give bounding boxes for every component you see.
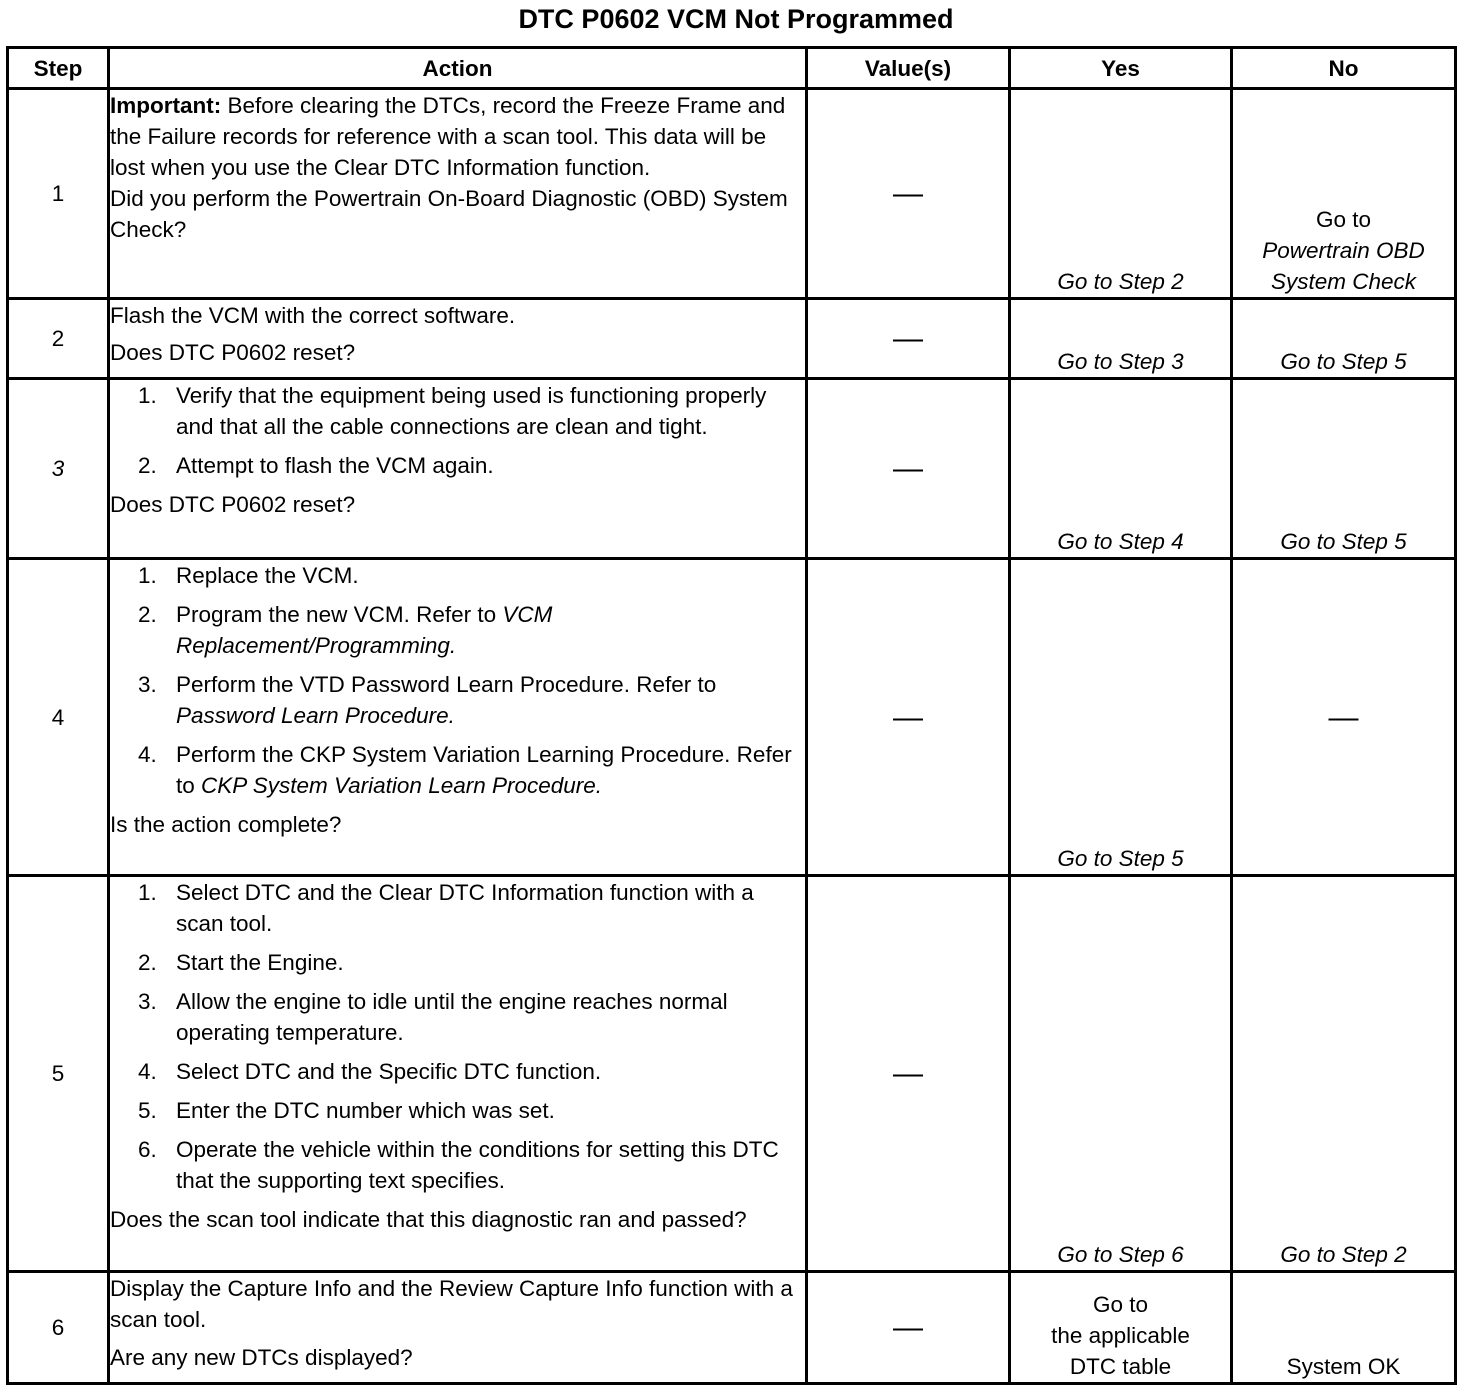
item-number: 4. (138, 1059, 157, 1084)
yes-cell[interactable] (1010, 1272, 1232, 1384)
item-text: Program the new VCM. Refer to (176, 602, 503, 627)
value-cell: — (807, 299, 1010, 379)
item-number: 3. (138, 672, 157, 697)
question: Are any new DTCs displayed? (110, 1345, 413, 1370)
action-cell (109, 1272, 807, 1384)
item-number: 6. (138, 1137, 157, 1162)
value-cell: — (807, 89, 1010, 299)
action-cell (109, 559, 807, 876)
header-action: Action (109, 48, 807, 89)
list-item (110, 599, 805, 661)
important-text: Before clearing the DTCs, record the Freeze Frame and the Failure records for reference with a scan tool. This data will be lost when you use the Clear DTC Information function. (110, 93, 786, 180)
step-number: 5 (8, 876, 109, 1272)
item-text: Verify that the equipment being used is functioning properly and that all the cable connections are clean and tight. (176, 383, 767, 439)
item-number: 2. (138, 950, 157, 975)
yes-link[interactable]: Go to Step 4 (1010, 379, 1232, 559)
question: Does DTC P0602 reset? (110, 492, 356, 517)
item-text: Enter the DTC number which was set. (176, 1098, 555, 1123)
value-cell: — (807, 559, 1010, 876)
table-row (8, 559, 1456, 876)
yes-line: DTC table (1069, 1354, 1172, 1379)
header-yes: Yes (1010, 48, 1232, 89)
action-cell (109, 379, 807, 559)
yes-link[interactable]: Go to Step 3 (1010, 299, 1232, 379)
no-link[interactable]: Powertrain OBD System Check (1262, 238, 1425, 294)
no-link[interactable]: Go to Step 2 (1232, 876, 1456, 1272)
no-prefix: Go to (1315, 207, 1372, 232)
header-step: Step (8, 48, 109, 89)
question: Does the scan tool indicate that this diagnostic ran and passed? (110, 1207, 747, 1232)
step-number: 6 (8, 1272, 109, 1384)
no-cell: System OK (1232, 1272, 1456, 1384)
item-number: 1. (138, 880, 157, 905)
question: Did you perform the Powertrain On-Board Diagnostic (OBD) System Check? (110, 186, 788, 242)
item-text: Allow the engine to idle until the engine reaches normal operating temperature. (176, 989, 728, 1045)
yes-link[interactable]: Go to Step 5 (1010, 559, 1232, 876)
question: Does DTC P0602 reset? (110, 340, 356, 365)
table-row (8, 1272, 1456, 1384)
item-link[interactable]: VCM Replacement/Programming. (176, 602, 553, 658)
item-text: Attempt to flash the VCM again. (176, 453, 494, 478)
action-list (110, 380, 805, 481)
item-number: 2. (138, 453, 157, 478)
table-row (8, 89, 1456, 299)
item-text: Select DTC and the Clear DTC Information function with a scan tool. (176, 880, 754, 936)
item-number: 4. (138, 742, 157, 767)
item-text: Start the Engine. (176, 950, 344, 975)
list-item (110, 450, 805, 481)
list-item (110, 669, 805, 731)
step-number: 2 (8, 299, 109, 379)
diagnostic-table (6, 46, 1457, 1385)
no-cell (1232, 89, 1456, 299)
list-item (110, 560, 805, 591)
table-row (8, 379, 1456, 559)
list-item (110, 1134, 805, 1196)
no-cell: — (1232, 559, 1456, 876)
item-text: Replace the VCM. (176, 563, 359, 588)
value-cell: — (807, 379, 1010, 559)
value-cell: — (807, 876, 1010, 1272)
yes-link[interactable]: Go to Step 6 (1010, 876, 1232, 1272)
list-item (110, 986, 805, 1048)
value-cell: — (807, 1272, 1010, 1384)
item-number: 1. (138, 383, 157, 408)
item-text: Perform the VTD Password Learn Procedure. Refer to (176, 672, 717, 697)
item-text: Operate the vehicle within the conditions for setting this DTC that the supporting text specifies. (176, 1137, 779, 1193)
table-row (8, 876, 1456, 1272)
item-number: 2. (138, 602, 157, 627)
yes-link[interactable]: Go to Step 2 (1010, 89, 1232, 299)
item-number: 3. (138, 989, 157, 1014)
question: Is the action complete? (110, 812, 342, 837)
action-list (110, 877, 805, 1196)
list-item (110, 739, 805, 801)
important-note (110, 90, 805, 183)
action-cell (109, 876, 807, 1272)
yes-line: Go to (1092, 1292, 1149, 1317)
list-item (110, 877, 805, 939)
no-link[interactable]: Go to Step 5 (1232, 379, 1456, 559)
header-values: Value(s) (807, 48, 1010, 89)
step-number: 3 (8, 379, 109, 559)
item-text: Select DTC and the Specific DTC function. (176, 1059, 602, 1084)
item-number: 1. (138, 563, 157, 588)
action-list (110, 560, 805, 801)
table-header-row (8, 48, 1456, 89)
list-item (110, 1095, 805, 1126)
item-link[interactable]: Password Learn Procedure. (176, 703, 455, 728)
list-item (110, 947, 805, 978)
action-text: Display the Capture Info and the Review Capture Info function with a scan tool. (110, 1276, 793, 1332)
item-number: 5. (138, 1098, 157, 1123)
step-number: 1 (8, 89, 109, 299)
no-link[interactable]: Go to Step 5 (1232, 299, 1456, 379)
item-link[interactable]: CKP System Variation Learn Procedure. (201, 773, 603, 798)
yes-line: the applicable (1051, 1323, 1190, 1348)
list-item (110, 1056, 805, 1087)
table-row (8, 299, 1456, 379)
header-no: No (1232, 48, 1456, 89)
page-title: DTC P0602 VCM Not Programmed (518, 4, 954, 34)
step-number: 4 (8, 559, 109, 876)
list-item (110, 380, 805, 442)
action-cell (109, 299, 807, 379)
action-text: Flash the VCM with the correct software. (110, 303, 516, 328)
item-text: Perform the CKP System Variation Learning Procedure. Refer to (176, 742, 792, 798)
important-label: Important: (110, 93, 222, 118)
action-cell (109, 89, 807, 299)
